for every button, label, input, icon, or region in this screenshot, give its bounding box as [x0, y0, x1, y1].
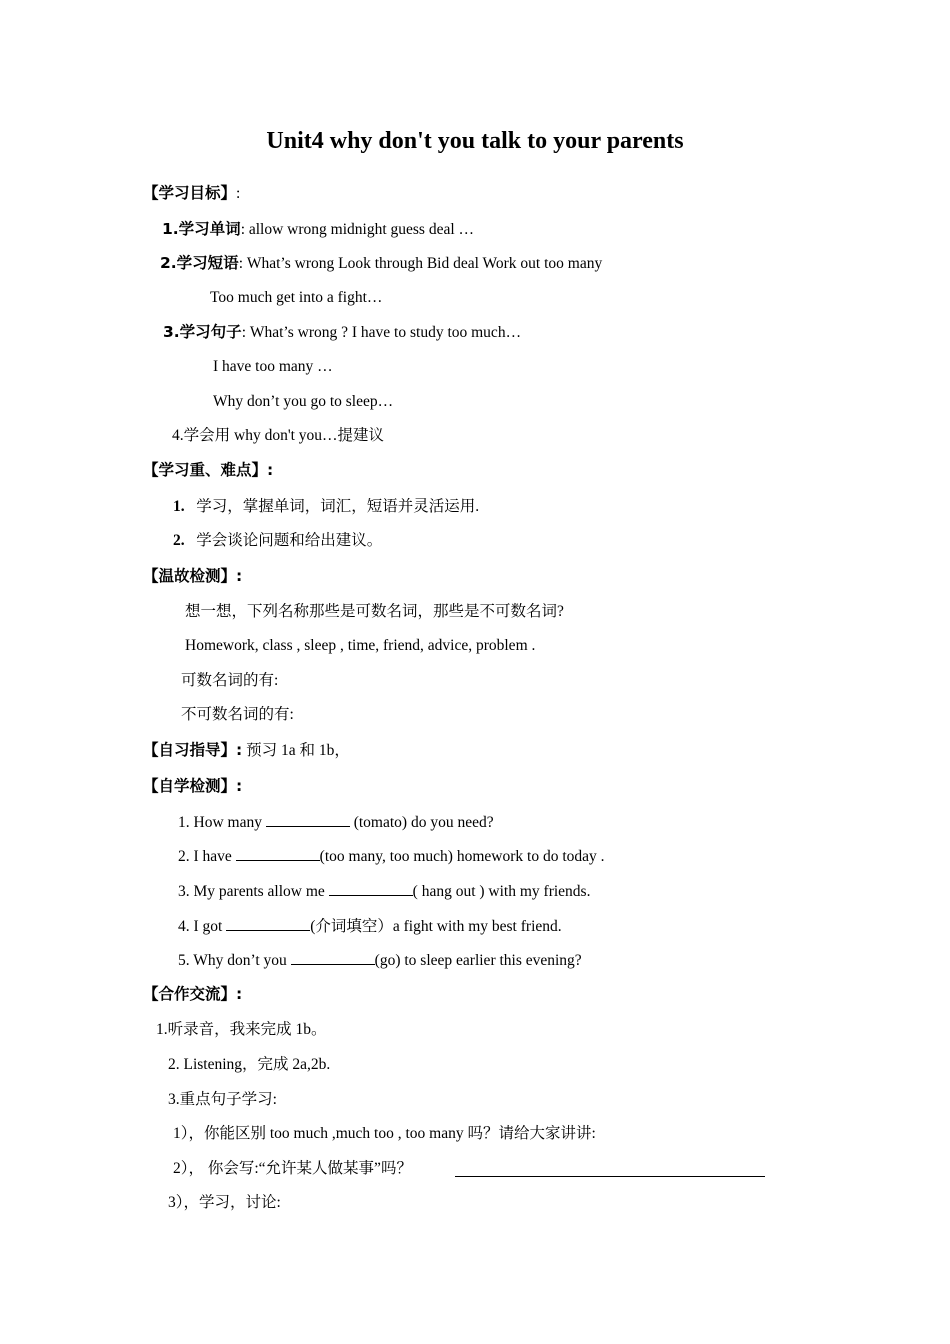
- goals-words-label: 1.学习单词: [162, 220, 241, 238]
- key-points-heading: 【学习重、难点】:: [143, 461, 274, 479]
- self-guide-line: [143, 739, 350, 762]
- self-test-question-5: [178, 949, 582, 972]
- q1-text-after: (tomato) do you need?: [349, 814, 494, 831]
- self-test-heading: 【自学检测】:: [143, 777, 243, 795]
- cooperation-sub1: 1），你能区别 too much ,much too , too many 吗？请给大家讲讲:: [173, 1125, 596, 1142]
- q1-blank[interactable]: [266, 811, 350, 827]
- q5-text-before: 5. Why don’t you: [178, 952, 291, 969]
- cooperation-item3: 3.重点句子学习:: [168, 1091, 277, 1108]
- cooperation-sub2-answer-line[interactable]: [455, 1176, 765, 1177]
- goals-phrases-label: 2.学习短语: [160, 254, 239, 272]
- goals-sentences-label: 3.学习句子: [163, 323, 242, 341]
- self-test-question-4: [178, 915, 562, 938]
- review-countable: 可数名词的有:: [181, 672, 279, 689]
- goals-sentences-line2: I have too many …: [213, 358, 333, 375]
- goals-sentences-text: : What’s wrong ? I have to study too much…: [241, 324, 522, 341]
- self-test-question-3: [178, 880, 590, 903]
- review-uncountable: 不可数名词的有:: [181, 706, 294, 723]
- key-points-item2-text: 学会谈论问题和给出建议。: [196, 532, 383, 549]
- q2-blank[interactable]: [236, 845, 320, 861]
- goals-sentences-line3: Why don’t you go to sleep…: [213, 393, 394, 410]
- key-points-item2-number: 2.: [173, 532, 185, 549]
- self-test-question-2: [178, 845, 605, 868]
- q2-text-after: (too many, too much) homework to do today .: [319, 848, 605, 865]
- goals-sentences-line: [163, 321, 521, 344]
- key-points-item1-number: 1.: [173, 498, 185, 515]
- goals-words-text: : allow wrong midnight guess deal …: [240, 221, 475, 238]
- self-test-question-1: [178, 811, 494, 834]
- goals-heading-line: [143, 182, 240, 205]
- key-points-item1: [173, 496, 479, 518]
- q3-text-after: ( hang out ) with my friends.: [412, 883, 591, 900]
- cooperation-sub3: 3），学习，讨论:: [168, 1194, 281, 1211]
- review-prompt: 想一想，下列名称那些是可数名词，那些是不可数名词?: [185, 603, 564, 620]
- key-points-item2: [173, 530, 382, 552]
- q1-text-before: 1. How many: [178, 814, 266, 831]
- q4-blank[interactable]: [226, 915, 310, 931]
- goals-phrases-line: [160, 252, 602, 275]
- q4-text-before: 4. I got: [178, 918, 227, 935]
- q5-text-after: (go) to sleep earlier this evening?: [374, 952, 582, 969]
- cooperation-item2: 2. Listening，完成 2a,2b.: [168, 1056, 331, 1073]
- goals-words-line: [162, 218, 474, 241]
- self-guide-heading: 【自习指导】:: [143, 741, 243, 759]
- review-heading: 【温故检测】:: [143, 567, 243, 585]
- self-guide-text: 预习 1a 和 1b，: [242, 742, 350, 759]
- cooperation-heading: 【合作交流】:: [143, 985, 243, 1003]
- review-words: Homework, class , sleep , time, friend, advice, problem .: [185, 637, 536, 654]
- q3-text-before: 3. My parents allow me: [178, 883, 329, 900]
- q2-text-before: 2. I have: [178, 848, 236, 865]
- q5-blank[interactable]: [291, 949, 375, 965]
- document-title: Unit4 why don't you talk to your parents: [266, 128, 684, 154]
- goals-item4: 4.学会用 why don't you…提建议: [172, 427, 385, 444]
- cooperation-sub2: 2）， 你会写:“允许某人做某事”吗？: [173, 1160, 412, 1177]
- goals-heading-suffix: :: [236, 185, 241, 202]
- q4-text-after: (介词填空）a fight with my best friend.: [310, 918, 562, 935]
- goals-phrases-text: : What’s wrong Look through Bid deal Work out too many: [238, 255, 603, 272]
- cooperation-item1: 1.听录音，我来完成 1b。: [156, 1021, 327, 1038]
- goals-phrases-line2: Too much get into a fight…: [210, 289, 383, 306]
- goals-heading: 【学习目标】: [143, 184, 237, 202]
- q3-blank[interactable]: [329, 880, 413, 896]
- key-points-item1-text: 学习，掌握单词，词汇，短语并灵活运用.: [196, 498, 480, 515]
